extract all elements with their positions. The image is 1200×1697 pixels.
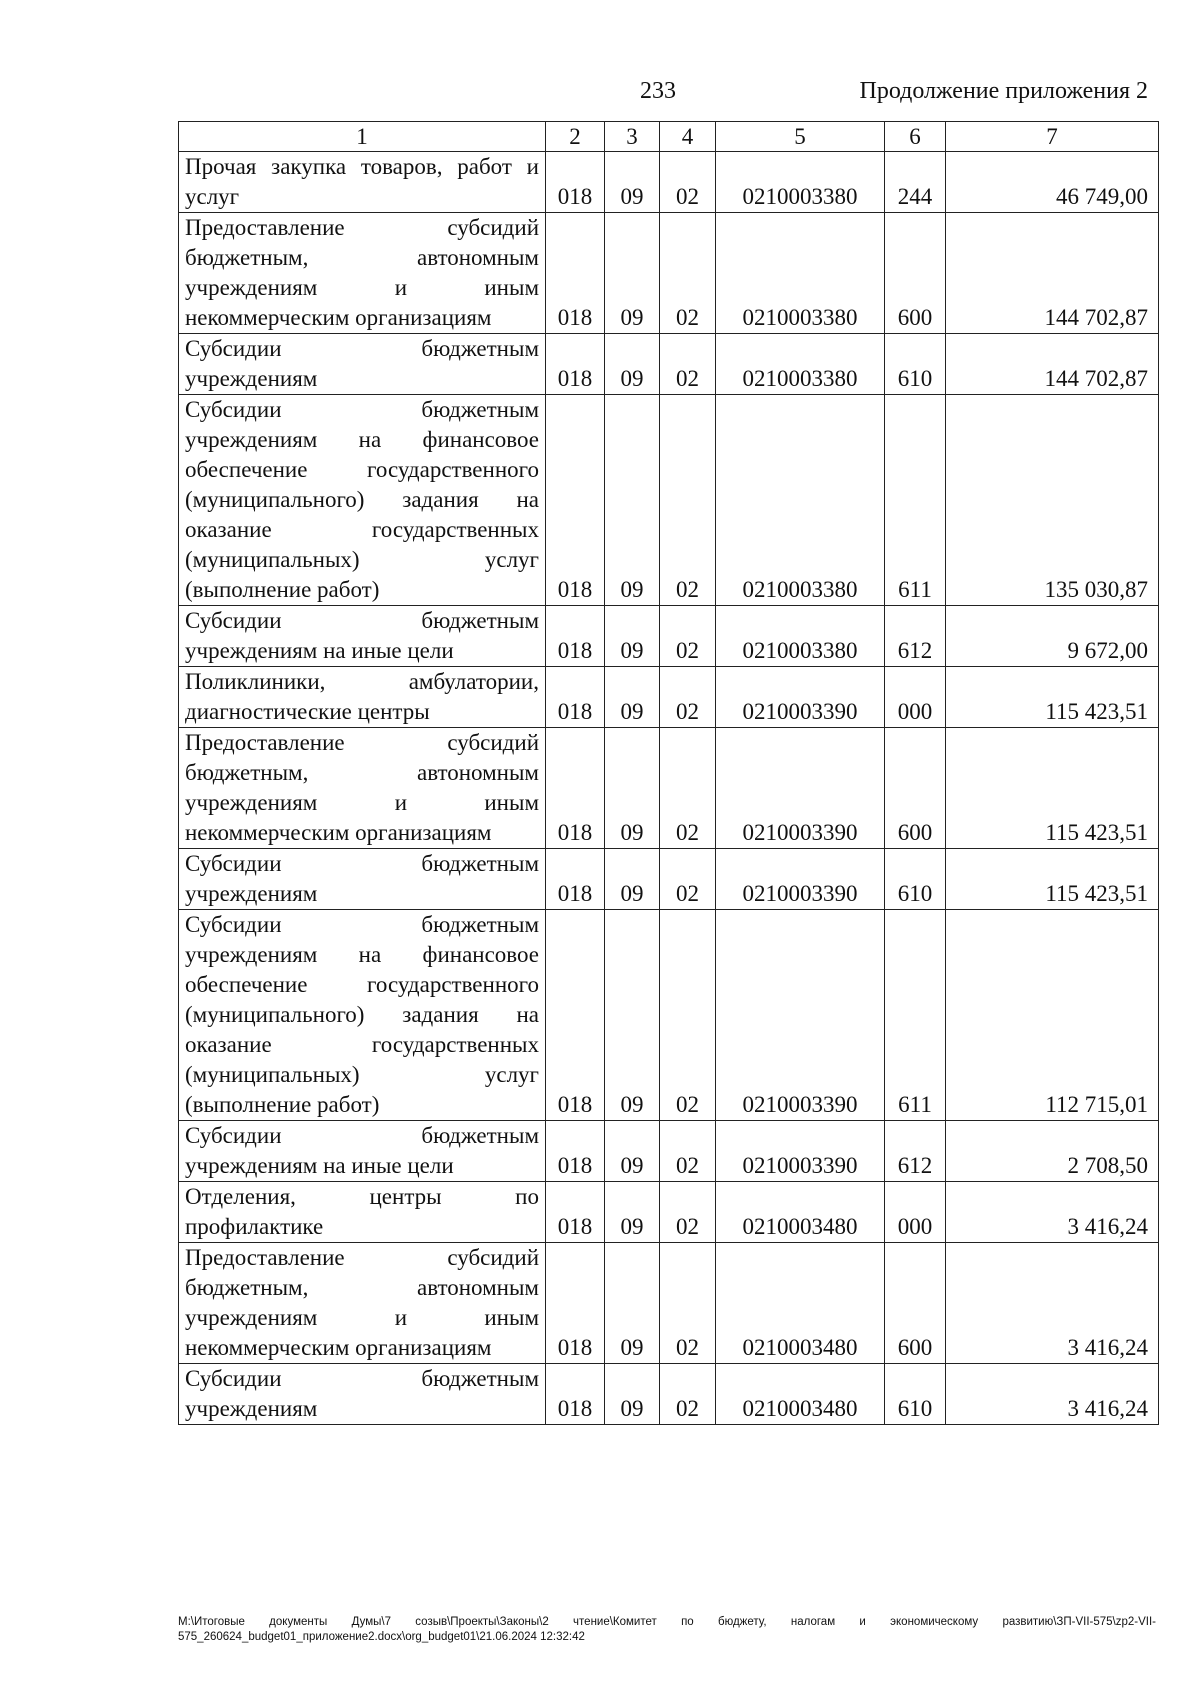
document-path-footer: M:\Итоговые документы Думы\7 созыв\Проекты\Законы\2 чтение\Комитет по бюджету, налогам и экономическому развитию\ЗП-VII-575\zp2-VII-575_260624_budget01_приложение2.docx\org_budget01\21.06.2024 12:32:42: [178, 1616, 1156, 1643]
amount-cell: 3 416,24: [946, 1364, 1159, 1425]
section-cell: 09: [605, 213, 660, 334]
page-number: 233: [640, 78, 676, 104]
subsection-cell: 02: [660, 728, 716, 849]
table-row: [179, 395, 1159, 606]
column-header: 1: [179, 122, 546, 152]
continuation-label: Продолжение приложения 2: [859, 78, 1148, 104]
target-article-cell: 0210003390: [716, 849, 885, 910]
amount-cell: 9 672,00: [946, 606, 1159, 667]
row-name-cell: Субсидии бюджетным учреждениям на иные цели: [179, 606, 546, 667]
subsection-cell: 02: [660, 849, 716, 910]
ministry-code-cell: 018: [546, 910, 605, 1121]
subsection-cell: 02: [660, 395, 716, 606]
row-name-cell: Субсидии бюджетным учреждениям на финансовое обеспечение государственного (муниципального) задания на оказание государственных (муниципальных) услуг (выполнение работ): [179, 395, 546, 606]
table-row: [179, 1182, 1159, 1243]
expense-type-cell: 600: [885, 1243, 946, 1364]
amount-cell: 3 416,24: [946, 1182, 1159, 1243]
ministry-code-cell: 018: [546, 667, 605, 728]
expense-type-cell: 612: [885, 606, 946, 667]
subsection-cell: 02: [660, 152, 716, 213]
target-article-cell: 0210003380: [716, 152, 885, 213]
row-name-cell: Субсидии бюджетным учреждениям: [179, 334, 546, 395]
table-row: [179, 910, 1159, 1121]
subsection-cell: 02: [660, 1182, 716, 1243]
amount-cell: 46 749,00: [946, 152, 1159, 213]
table-row: [179, 334, 1159, 395]
row-name-cell: Прочая закупка товаров, работ и услуг: [179, 152, 546, 213]
budget-table: [178, 121, 1159, 1425]
column-header: 5: [716, 122, 885, 152]
subsection-cell: 02: [660, 1243, 716, 1364]
subsection-cell: 02: [660, 910, 716, 1121]
column-header: 4: [660, 122, 716, 152]
column-header: 7: [946, 122, 1159, 152]
amount-cell: 144 702,87: [946, 213, 1159, 334]
subsection-cell: 02: [660, 334, 716, 395]
amount-cell: 2 708,50: [946, 1121, 1159, 1182]
expense-type-cell: 612: [885, 1121, 946, 1182]
subsection-cell: 02: [660, 1121, 716, 1182]
amount-cell: 115 423,51: [946, 728, 1159, 849]
target-article-cell: 0210003390: [716, 1121, 885, 1182]
expense-type-cell: 000: [885, 667, 946, 728]
section-cell: 09: [605, 1121, 660, 1182]
section-cell: 09: [605, 849, 660, 910]
ministry-code-cell: 018: [546, 728, 605, 849]
section-cell: 09: [605, 152, 660, 213]
target-article-cell: 0210003390: [716, 910, 885, 1121]
amount-cell: 144 702,87: [946, 334, 1159, 395]
amount-cell: 115 423,51: [946, 667, 1159, 728]
expense-type-cell: 610: [885, 849, 946, 910]
target-article-cell: 0210003380: [716, 334, 885, 395]
target-article-cell: 0210003480: [716, 1182, 885, 1243]
target-article-cell: 0210003390: [716, 728, 885, 849]
ministry-code-cell: 018: [546, 1182, 605, 1243]
expense-type-cell: 000: [885, 1182, 946, 1243]
table-row: [179, 728, 1159, 849]
column-header: 6: [885, 122, 946, 152]
row-name-cell: Предоставление субсидий бюджетным, автономным учреждениям и иным некоммерческим организациям: [179, 213, 546, 334]
row-name-cell: Субсидии бюджетным учреждениям на финансовое обеспечение государственного (муниципального) задания на оказание государственных (муниципальных) услуг (выполнение работ): [179, 910, 546, 1121]
expense-type-cell: 611: [885, 395, 946, 606]
ministry-code-cell: 018: [546, 1121, 605, 1182]
ministry-code-cell: 018: [546, 395, 605, 606]
section-cell: 09: [605, 334, 660, 395]
section-cell: 09: [605, 910, 660, 1121]
row-name-cell: Поликлиники, амбулатории, диагностические центры: [179, 667, 546, 728]
target-article-cell: 0210003380: [716, 213, 885, 334]
table-row: [179, 213, 1159, 334]
section-cell: 09: [605, 606, 660, 667]
section-cell: 09: [605, 728, 660, 849]
section-cell: 09: [605, 667, 660, 728]
table-row: [179, 152, 1159, 213]
section-cell: 09: [605, 1182, 660, 1243]
row-name-cell: Субсидии бюджетным учреждениям на иные цели: [179, 1121, 546, 1182]
section-cell: 09: [605, 395, 660, 606]
table-row: [179, 606, 1159, 667]
expense-type-cell: 610: [885, 1364, 946, 1425]
ministry-code-cell: 018: [546, 849, 605, 910]
table-row: [179, 667, 1159, 728]
row-name-cell: Предоставление субсидий бюджетным, автономным учреждениям и иным некоммерческим организациям: [179, 728, 546, 849]
row-name-cell: Отделения, центры по профилактике: [179, 1182, 546, 1243]
subsection-cell: 02: [660, 1364, 716, 1425]
subsection-cell: 02: [660, 667, 716, 728]
column-number-row: [179, 122, 1159, 152]
amount-cell: 3 416,24: [946, 1243, 1159, 1364]
row-name-cell: Субсидии бюджетным учреждениям: [179, 1364, 546, 1425]
table-row: [179, 1364, 1159, 1425]
target-article-cell: 0210003380: [716, 606, 885, 667]
amount-cell: 112 715,01: [946, 910, 1159, 1121]
column-header: 2: [546, 122, 605, 152]
section-cell: 09: [605, 1364, 660, 1425]
table-row: [179, 1243, 1159, 1364]
section-cell: 09: [605, 1243, 660, 1364]
expense-type-cell: 610: [885, 334, 946, 395]
row-name-cell: Субсидии бюджетным учреждениям: [179, 849, 546, 910]
subsection-cell: 02: [660, 213, 716, 334]
expense-type-cell: 600: [885, 728, 946, 849]
target-article-cell: 0210003480: [716, 1364, 885, 1425]
amount-cell: 115 423,51: [946, 849, 1159, 910]
subsection-cell: 02: [660, 606, 716, 667]
ministry-code-cell: 018: [546, 152, 605, 213]
column-header: 3: [605, 122, 660, 152]
ministry-code-cell: 018: [546, 1243, 605, 1364]
ministry-code-cell: 018: [546, 334, 605, 395]
amount-cell: 135 030,87: [946, 395, 1159, 606]
row-name-cell: Предоставление субсидий бюджетным, автономным учреждениям и иным некоммерческим организациям: [179, 1243, 546, 1364]
expense-type-cell: 244: [885, 152, 946, 213]
target-article-cell: 0210003380: [716, 395, 885, 606]
target-article-cell: 0210003480: [716, 1243, 885, 1364]
ministry-code-cell: 018: [546, 606, 605, 667]
table-row: [179, 1121, 1159, 1182]
ministry-code-cell: 018: [546, 1364, 605, 1425]
target-article-cell: 0210003390: [716, 667, 885, 728]
table-row: [179, 849, 1159, 910]
ministry-code-cell: 018: [546, 213, 605, 334]
expense-type-cell: 611: [885, 910, 946, 1121]
expense-type-cell: 600: [885, 213, 946, 334]
